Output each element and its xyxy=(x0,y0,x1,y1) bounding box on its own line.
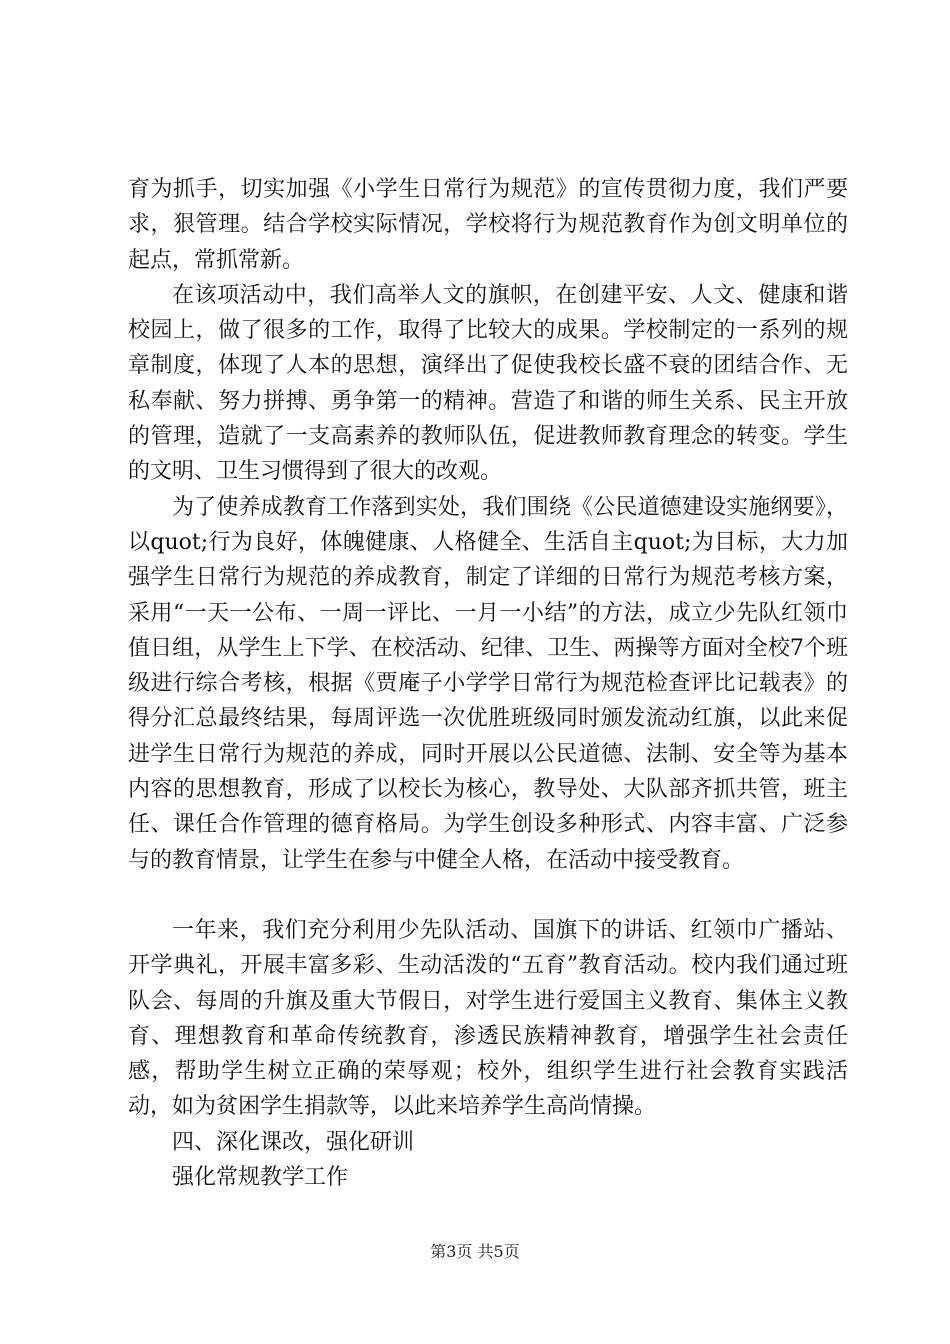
paragraph-year-activities: 一年来，我们充分利用少先队活动、国旗下的讲话、红领巾广播站、开学典礼，开展丰富多彩、生动活泼的“五育”教育活动。校内我们通过班队会、每周的升旗及重大节假日，对学生进行爱国主义教育、集体主义教育、理想教育和革命传统教育，渗透民族精神教育，增强学生社会责任感，帮助学生树立正确的荣辱观；校外，组织学生进行社会教育实践活动，如为贫困学生捐款等，以此来培养学生高尚情操。 xyxy=(128,917,848,1120)
subsection-heading: 强化常规教学工作 xyxy=(172,1165,349,1191)
paragraph-continuation: 育为抓手，切实加强《小学生日常行为规范》的宣传贯彻力度，我们严要求，狠管理。结合学校实际情况，学校将行为规范教育作为创文明单位的起点，常抓常新。 xyxy=(128,177,848,273)
paragraph-habit-education: 为了使养成教育工作落到实处，我们围绕《公民道德建设实施纲要》，以quot;行为良好，体魄健康、人格健全、生活自主quot;为目标，大力加强学生日常行为规范的养成教育，制定了详细的日常行为规范考核方案，采用“一天一公布、一周一评比、一月一小结”的方法，成立少先队红领巾值日组，从学生上下学、在校活动、纪律、卫生、两操等方面对全校7个班级进行综合考核，根据《贾庵子小学学日常行为规范检查评比记载表》的得分汇总最终结果，每周评选一次优胜班级同时颁发流动红旗，以此来促进学生日常行为规范的养成，同时开展以公民道德、法制、安全等为基本内容的思想教育，形成了以校长为核心，教导处、大队部齐抓共管，班主任、课任合作管理的德育格局。为学生创设多种形式、内容丰富、广泛参与的教育情景，让学生在参与中健全人格，在活动中接受教育。 xyxy=(128,494,848,873)
section-heading: 四、深化课改，强化研训 xyxy=(172,1129,415,1155)
document-body xyxy=(128,172,848,1195)
page-number-footer: 第3页 共5页 xyxy=(430,1242,520,1261)
paragraph-activity: 在该项活动中，我们高举人文的旗帜，在创建平安、人文、健康和谐校园上，做了很多的工作，取得了比较大的成果。学校制定的一系列的规章制度，体现了人本的思想，演绎出了促使我校长盛不衰的团结合作、无私奉献、努力拼搏、勇争第一的精神。营造了和谐的师生关系、民主开放的管理，造就了一支高素养的教师队伍，促进教师教育理念的转变。学生的文明、卫生习惯得到了很大的改观。 xyxy=(128,282,848,485)
paragraph-spacer xyxy=(128,878,848,913)
